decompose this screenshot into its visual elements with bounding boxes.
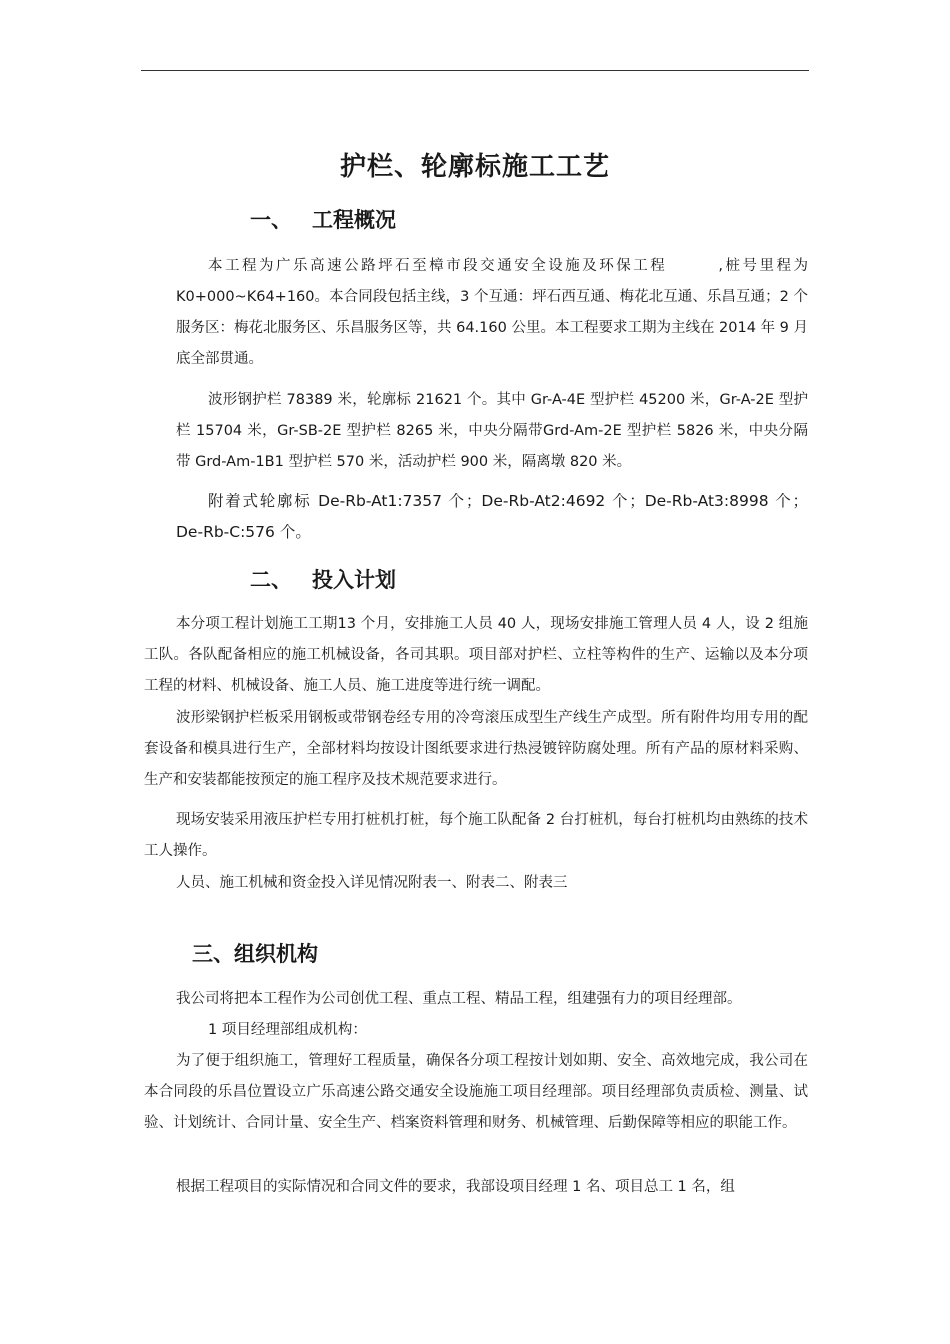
section-3-paragraph-3: 为了便于组织施工，管理好工程质量，确保各分项工程按计划如期、安全、高效地完成，我公司在本合同段的乐昌位置设立广乐高速公路交通安全设施施工项目经理部。项目经理部负责质检、测量、试验、计划统计、合同计量、安全生产、档案资料管理和财务、机械管理、后勤保障等相应的职能工作。 bbox=[144, 1053, 808, 1131]
section-1-paragraph-3: 附着式轮廓标 De-Rb-At1:7357 个；De-Rb-At2:4692 个；De-Rb-At3:8998 个；De-Rb-C:576 个。 bbox=[176, 492, 808, 541]
section-2-heading bbox=[250, 564, 396, 594]
section-1-heading bbox=[250, 204, 396, 234]
section-2-paragraph-2: 波形梁钢护栏板采用钢板或带钢卷经专用的冷弯滚压成型生产线生产成型。所有附件均用专用的配套设备和模具进行生产，全部材料均按设计图纸要求进行热浸镀锌防腐处理。所有产品的原材料采购、生产和安装都能按预定的施工程序及技术规范要求进行。 bbox=[144, 710, 808, 788]
section-3-paragraph-1: 我公司将把本工程作为公司创优工程、重点工程、精品工程，组建强有力的项目经理部。 bbox=[176, 991, 742, 1007]
section-3-heading: 三、组织机构 bbox=[192, 942, 318, 966]
section-1-title: 工程概况 bbox=[312, 208, 396, 232]
section-2-paragraph-3: 现场安装采用液压护栏专用打桩机打桩，每个施工队配备 2 台打桩机，每台打桩机均由熟练的技术工人操作。 bbox=[144, 812, 808, 859]
section-2-paragraph-4: 人员、施工机械和资金投入详见情况附表一、附表二、附表三 bbox=[176, 875, 568, 891]
header-rule bbox=[141, 70, 809, 71]
section-1-paragraph-2: 波形钢护栏 78389 米，轮廓标 21621 个。其中 Gr-A-4E 型护栏 45200 米，Gr-A-2E 型护栏 15704 米，Gr-SB-2E 型护栏 8265 米，中央分隔带Grd-Am-2E 型护栏 5826 米，中央分隔带 Grd-Am-1B1 型护栏 570 米，活动护栏 900 米，隔离墩 820 米。 bbox=[176, 392, 808, 470]
section-2-paragraph-1: 本分项工程计划施工工期13 个月，安排施工人员 40 人，现场安排施工管理人员 4 人，设 2 组施工队。各队配备相应的施工机械设备，各司其职。项目部对护栏、立柱等构件的生产、运输以及本分项工程的材料、机械设备、施工人员、施工进度等进行统一调配。 bbox=[144, 616, 808, 694]
section-3-paragraph-2: 1 项目经理部组成机构： bbox=[208, 1022, 367, 1038]
section-1-paragraph-1: 本工程为广乐高速公路坪石至樟市段交通安全设施及环保工程 ,桩号里程为K0+000~K64+160。本合同段包括主线，3 个互通：坪石西互通、梅花北互通、乐昌互通；2 个服务区：梅花北服务区、乐昌服务区等，共 64.160 公里。本工程要求工期为主线在 2014 年 9 月底全部贯通。 bbox=[176, 258, 809, 367]
section-1-number: 一、 bbox=[250, 208, 292, 232]
document-title: 护栏、轮廓标施工工艺 bbox=[339, 152, 610, 182]
section-2-title: 投入计划 bbox=[312, 568, 396, 592]
section-3-paragraph-4: 根据工程项目的实际情况和合同文件的要求，我部设项目经理 1 名、项目总工 1 名，组 bbox=[176, 1179, 735, 1195]
section-2-number: 二、 bbox=[250, 568, 292, 592]
